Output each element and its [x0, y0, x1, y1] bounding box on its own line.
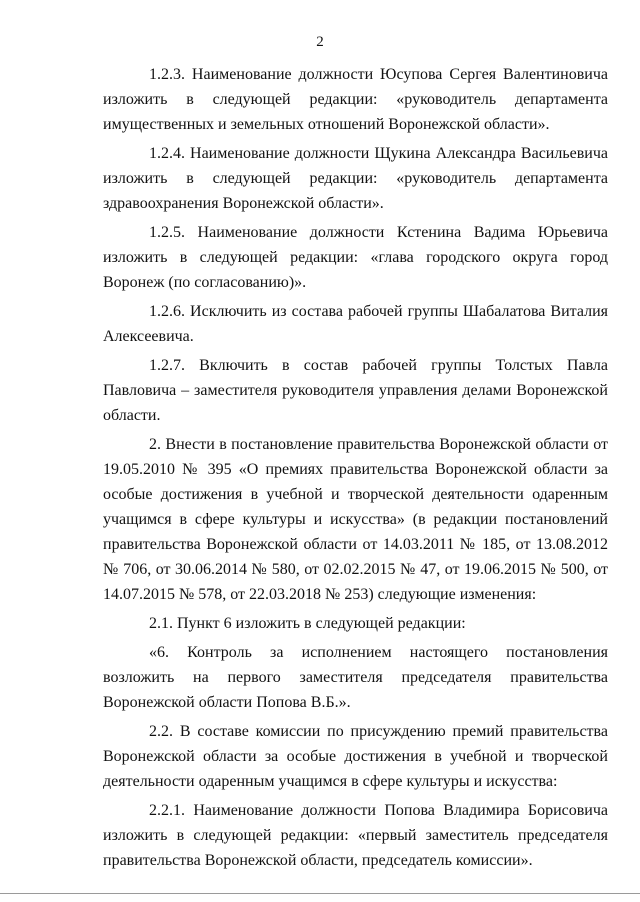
paragraph-1-2-6: 1.2.6. Исключить из состава рабочей группы Шабалатова Виталия Алексеевича.	[103, 303, 608, 345]
paragraph-1-2-3: 1.2.3. Наименование должности Юсупова Сергея Валентиновича изложить в следующей редакции: «руководитель департамента имущественных и земельных отношений Воронежской области».	[103, 66, 608, 133]
paragraph-2-2-1: 2.2.1. Наименование должности Попова Владимира Борисовича изложить в следующей редакции: «первый заместитель председателя правительства Воронежской области, председатель комиссии».	[103, 802, 608, 869]
paragraph-1-2-5: 1.2.5. Наименование должности Кстенина Вадима Юрьевича изложить в следующей редакции: «глава городского округа город Воронеж (по согласованию)».	[103, 224, 608, 291]
paragraph-1-2-4: 1.2.4. Наименование должности Щукина Александра Васильевича изложить в следующей редакции: «руководитель департамента здравоохранения Воронежской области».	[103, 145, 608, 212]
page-bottom-edge	[0, 893, 640, 894]
page-number: 2	[316, 34, 324, 50]
paragraph-1-2-7: 1.2.7. Включить в состав рабочей группы Толстых Павла Павловича – заместителя руководителя управления делами Воронежской области.	[103, 357, 608, 424]
paragraph-2-2: 2.2. В составе комиссии по присуждению премий правительства Воронежской области за особые достижения в учебной и творческой деятельности одаренным учащимся в сфере культуры и искусства:	[103, 723, 608, 790]
paragraph-2: 2. Внести в постановление правительства Воронежской области от 19.05.2010 № 395 «О премиях правительства Воронежской области за особые достижения в учебной и творческой деятельности одаренным учащимся в сфере культуры и искусства» (в редакции постановлений правительства Воронежской области от 14.03.2011 № 185, от 13.08.2012 № 706, от 30.06.2014 № 580, от 02.02.2015 № 47, от 19.06.2015 № 500, от 14.07.2015 № 578, от 22.03.2018 № 253) следующие изменения:	[103, 436, 608, 603]
document-body	[103, 62, 608, 877]
paragraph-point-6: «6. Контроль за исполнением настоящего постановления возложить на первого заместителя председателя правительства Воронежской области Попова В.Б.».	[103, 644, 608, 711]
paragraph-2-1: 2.1. Пункт 6 изложить в следующей редакции:	[149, 615, 466, 632]
